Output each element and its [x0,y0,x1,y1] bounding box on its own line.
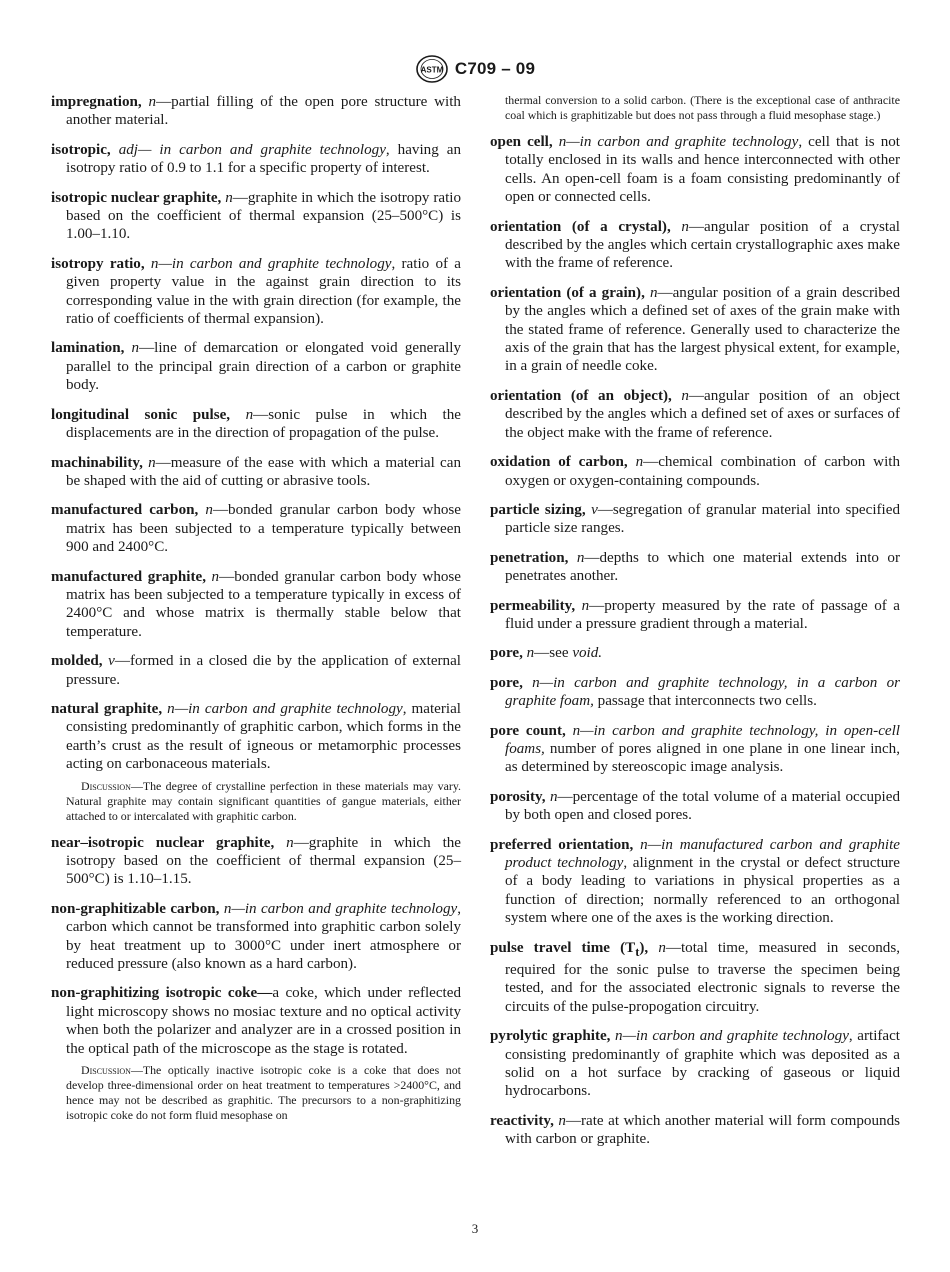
definition-entry: orientation (of a crystal), n—angular position of a crystal described by the angles which certain crystallographic axes make with the frame of reference. [490,218,900,272]
definition-entry: pore, n—see void. [490,645,603,662]
definition-entry: machinability, n—measure of the ease with which a material can be shaped with the aid of cutting or abrasive tools. [51,454,461,489]
page-header [0,54,950,84]
definition-entry: reactivity, n—rate at which another material will form compounds with carbon or graphite. [490,1112,900,1148]
definition-entry: isotropy ratio, n—in carbon and graphite technology, ratio of a given property value in the against grain direction to its corresponding value in the with grain direction (for example, the ratio of coefficients of thermal expansion). [51,255,462,328]
right-column [490,93,900,1160]
definition-entry: non-graphitizing isotropic coke—a coke, which under reflected light microscopy shows no mosiac texture and no optical activity when both the polarizer and analyzer are in a crossed position in the optical path of the microscope as the stage is rotated. [51,985,461,1057]
definition-entry: oxidation of carbon, n—chemical combination of carbon with oxygen or oxygen-containing compounds. [490,454,900,489]
definition-entry: longitudinal sonic pulse, n—sonic pulse in which the displacements are in the direction of propagation of the pulse. [51,406,461,442]
astm-logo-text: ASTM [420,65,444,75]
definition-entry: preferred orientation, n—in manufactured carbon and graphite product technology, alignment in the crystal or defect structure of a body leading to variations in physical properties as a function of direction; normally referenced to an orthogonal system where one of the axes is the working direction. [490,836,901,927]
definition-entry: manufactured carbon, n—bonded granular carbon body whose matrix has been subjected to a temperature typically between 900 and 2400°C. [51,502,462,556]
definition-entry: open cell, n—in carbon and graphite technology, cell that is not totally enclosed in its walls and hence interconnected with other cells. An open-cell foam is a foam consisting predominantly of open or connected cells. [490,134,900,206]
definition-entry: pore count, n—in carbon and graphite technology, in open-cell foams, number of pores aligned in one plane in one linear inch, as determined by stereoscopic image analysis. [490,722,900,776]
definition-entry: pulse travel time $(T_t)$, n—total time, measured in seconds, required for the sonic pulse to traverse the specimen being tested, and for the associated electronic signals to reverse the circuits of the pulse-propogation circuitry. [490,939,900,1015]
definition-entry: lamination, n—line of demarcation or elongated void generally parallel to the principal grain direction of a carbon or graphite body. [51,340,461,394]
definition-entry: molded, v—formed in a closed die by the application of external pressure. [51,653,461,688]
definition-entry: non-graphitizable carbon, n—in carbon and graphite technology, carbon which cannot be transformed into graphitic carbon solely by heat treatment up to 3000°C under inert atmosphere or reduced pressure (also known as a hard carbon). [51,900,461,973]
document-designation: C709 – 09 [454,59,536,78]
definition-entry: orientation (of a grain), n—angular position of a grain described by the angles which a defined set of axes of the grain make with the stated frame of reference. Generally used to characterize the axis of the grain that has the largest physical extent, for example, in a grain of needle coke. [490,284,901,375]
definition-entry: pyrolytic graphite, n—in carbon and graphite technology, artifact consisting predominantly of graphite which was deposited as a solid on a hot surface by cracking of gaseous or liquid hydrocarbons. [490,1028,901,1100]
definition-entry: particle sizing, v—segregation of granular material into specified particle size ranges. [490,501,900,537]
discussion-note-continued: thermal conversion to a solid carbon. (There is the exceptional case of anthracite coal which is graphitizable but does not pass through a fluid mesophase stage.) [505,93,900,122]
left-column [51,93,461,1133]
definition-entry: natural graphite, n—in carbon and graphite technology, material consisting predominantly of graphitic carbon, which forms in the earth’s crust as the result of igneous or metamorphic processes acting on carbonaceous materials. [51,700,461,773]
discussion-note: Discussion—The optically inactive isotropic coke is a coke that does not develop three-dimensional order on heat treatment to temperatures >2400°C, and hence may not be described as graphitic. The precursors to a non-graphitizing isotropic coke do not form fluid mesophase on [66,1063,461,1123]
definition-entry: isotropic, adj— in carbon and graphite technology, having an isotropy ratio of 0.9 to 1.1 for a specific property of interest. [51,141,461,177]
definition-entry: manufactured graphite, n—bonded granular carbon body whose matrix has been subjected to a temperature typically in excess of 2400°C and whose matrix is thermally stable below that temperature. [51,568,461,640]
definition-entry: isotropic nuclear graphite, n—graphite in which the isotropy ratio based on the coefficient of thermal expansion (25–500°C) is 1.00–1.10. [51,189,462,243]
definition-entry: permeability, n—property measured by the rate of passage of a fluid under a pressure gradient through a material. [490,597,900,632]
page-number: 3 [471,1221,479,1236]
definition-entry: pore, n—in carbon and graphite technology, in a carbon or graphite foam, passage that interconnects two cells. [490,674,901,710]
astm-logo-icon [415,54,449,84]
definition-entry: porosity, n—percentage of the total volume of a material occupied by both open and closed pores. [490,788,900,824]
discussion-note: Discussion—The degree of crystalline perfection in these materials may vary. Natural graphite may contain significant quantities of gangue materials, either attached to or intercalated with graphitic carbon. [66,778,461,823]
definition-entry: impregnation, n—partial filling of the open pore structure with another material. [51,94,461,129]
definition-entry: near–isotropic nuclear graphite, n—graphite in which the isotropy based on the coefficient of thermal expansion (25–500°C) is 1.10–1.15. [51,834,462,888]
definition-entry: orientation (of an object), n—angular position of an object described by the angles which a defined set of axes or surfaces of the object make with the frame of reference. [490,387,900,441]
definition-entry: penetration, n—depths to which one material extends into or penetrates another. [490,549,900,585]
